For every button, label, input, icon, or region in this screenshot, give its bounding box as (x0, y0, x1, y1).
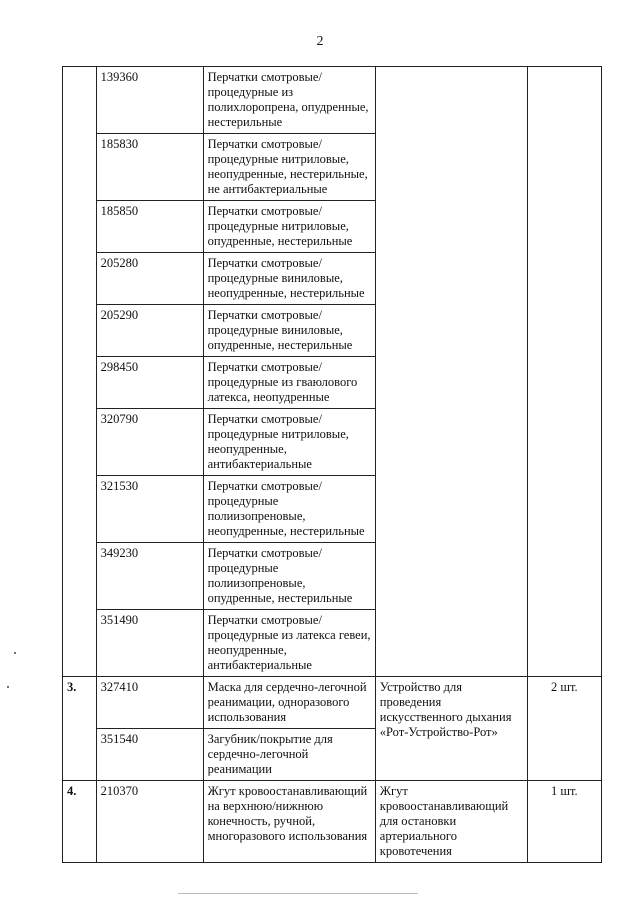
quantity: 2 шт. (527, 677, 601, 781)
product-name: Перчатки смотровые/ процедурные полиизопреновые, опудренные, нестерильные (203, 543, 375, 610)
product-code: 320790 (96, 409, 203, 476)
item-number (63, 67, 97, 677)
item-number: 4. (63, 781, 97, 863)
product-name: Перчатки смотровые/ процедурные виниловые, опудренные, нестерильные (203, 305, 375, 357)
item-number: 3. (63, 677, 97, 781)
product-name: Перчатки смотровые/ процедурные из гваюлового латекса, неопудренные (203, 357, 375, 409)
device-name: Устройство для проведения искусственного дыхания «Рот-Устройство-Рот» (375, 677, 527, 781)
product-code: 351490 (96, 610, 203, 677)
table-row (63, 677, 602, 729)
product-name: Загубник/покрытие для сердечно-легочной реанимации (203, 729, 375, 781)
product-code: 210370 (96, 781, 203, 863)
page-number: 2 (316, 34, 324, 49)
table-row (63, 781, 602, 863)
product-name: Перчатки смотровые/ процедурные из полихлоропрена, опудренные, нестерильные (203, 67, 375, 134)
product-name: Перчатки смотровые/ процедурные из латекса гевеи, неопудренные, антибактериальные (203, 610, 375, 677)
table-row (63, 67, 602, 134)
product-code: 205290 (96, 305, 203, 357)
product-name: Перчатки смотровые/ процедурные полиизопреновые, неопудренные, нестерильные (203, 476, 375, 543)
product-name: Перчатки смотровые/ процедурные нитриловые, неопудренные, нестерильные, не антибактериальные (203, 134, 375, 201)
product-name: Перчатки смотровые/ процедурные виниловые, неопудренные, нестерильные (203, 253, 375, 305)
product-code: 298450 (96, 357, 203, 409)
items-table (62, 66, 602, 863)
product-code: 351540 (96, 729, 203, 781)
product-code: 139360 (96, 67, 203, 134)
items-table-body (63, 67, 602, 863)
product-code: 185830 (96, 134, 203, 201)
device-name: Жгут кровоостанавливающий для остановки артериального кровотечения (375, 781, 527, 863)
scan-mark (7, 686, 9, 688)
product-code: 185850 (96, 201, 203, 253)
product-name: Жгут кровоостанавливающий на верхнюю/нижнюю конечность, ручной, многоразового использования (203, 781, 375, 863)
product-code: 327410 (96, 677, 203, 729)
product-code: 321530 (96, 476, 203, 543)
scan-artifact-line (178, 893, 418, 894)
scan-mark (14, 652, 16, 654)
product-name: Перчатки смотровые/ процедурные нитриловые, неопудренные, антибактериальные (203, 409, 375, 476)
quantity (527, 67, 601, 677)
product-code: 205280 (96, 253, 203, 305)
product-code: 349230 (96, 543, 203, 610)
device-name (375, 67, 527, 677)
quantity: 1 шт. (527, 781, 601, 863)
product-name: Перчатки смотровые/ процедурные нитриловые, опудренные, нестерильные (203, 201, 375, 253)
product-name: Маска для сердечно-легочной реанимации, одноразового использования (203, 677, 375, 729)
